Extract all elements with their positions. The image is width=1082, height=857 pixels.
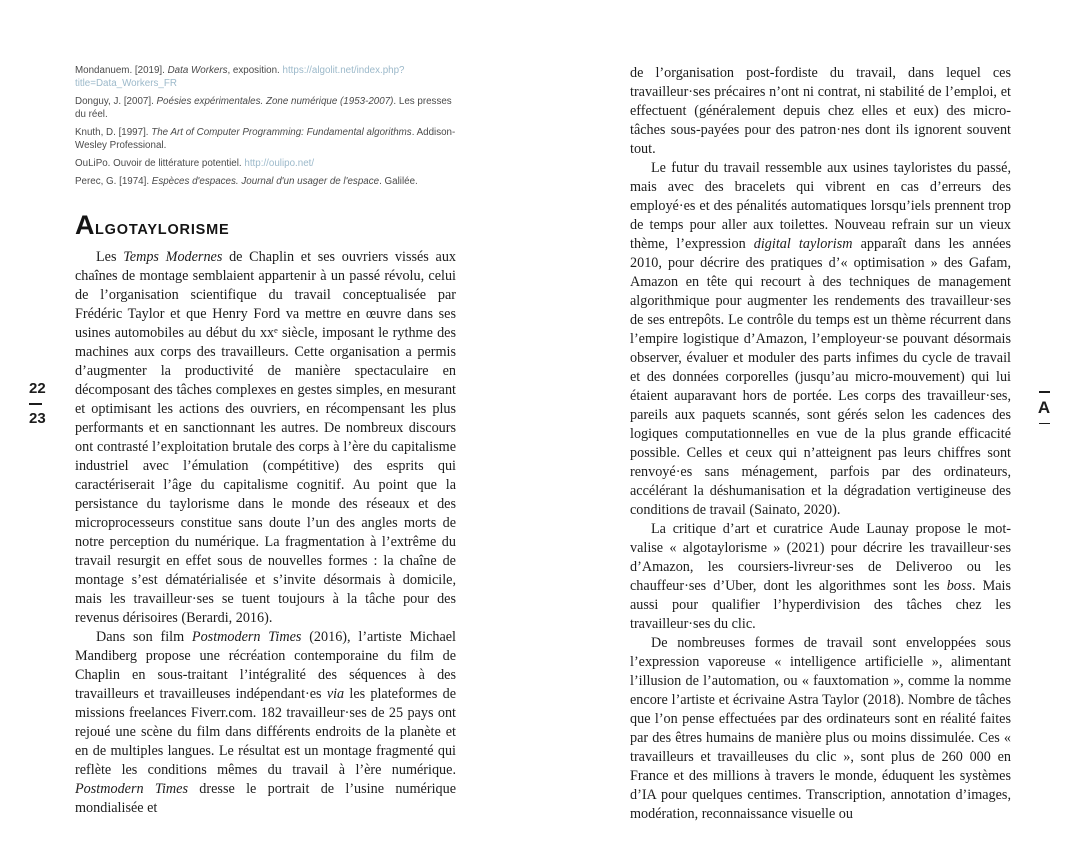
- body-paragraph: De nombreuses formes de travail sont enveloppées sous l’expression vaporeuse « intelligence artificielle », alimentant l’illusion de l’automation, ou « fauxtomation », comme la nomme encore l’artiste et écrivaine Astra Taylor (2018). Nombre de tâches que l’on pense effectuées par des ordinateurs sont en réalité faites par des êtres humains de manière plus ou moins dissimulée. Ces « travailleurs et travailleuses du clic », sont plus de 260 000 en France et des millions à travers le monde, éduquent les systèmes d’IA pour quelques centimes. Transcription, annotation d’images, modération, reconnaissance visuelle ou: [630, 635, 1011, 822]
- hyperlink[interactable]: https://algolit.net/index.php?title=Data_Workers_FR: [75, 65, 405, 89]
- page-number-divider: [29, 403, 42, 405]
- italic-text: boss: [946, 578, 972, 594]
- bibliography-entry: Donguy, J. [2007]. Poésies expérimentales. Zone numérique (1953-2007). Les presses du réel.: [75, 96, 452, 120]
- bibliography-entry: Mondanuem. [2019]. Data Workers, exposition. https://algolit.net/index.php?title=Data_Workers_FR: [75, 65, 405, 89]
- italic-text: Data Workers: [167, 65, 228, 76]
- hyperlink[interactable]: http://oulipo.net/: [244, 158, 315, 169]
- italic-text: Poésies expérimentales. Zone numérique (1953-2007): [156, 96, 394, 107]
- left-page-body: [75, 248, 456, 818]
- page-number-bottom: 23: [29, 410, 46, 427]
- bibliography-entry: OuLiPo. Ouvoir de littérature potentiel. http://oulipo.net/: [75, 158, 315, 169]
- heading-initial-letter: A: [75, 210, 95, 240]
- right-page-column: [630, 64, 1011, 824]
- italic-text: digital taylorism: [753, 236, 853, 252]
- left-page-column: [75, 64, 456, 818]
- body-paragraph: La critique d’art et curatrice Aude Launay propose le mot-valise « algotaylorisme » (2021) pour décrire les travailleur·ses d’Amazon, les coursiers-livreur·ses de Deliveroo ou les chauffeur·ses d’Uber, dont les algorithmes sont les boss. Mais aussi pour qualifier l’hyperdivision des tâches chez les travailleur·ses du clic.: [630, 521, 1012, 632]
- bibliography: [75, 64, 456, 188]
- italic-text: The Art of Computer Programming: Fundamental algorithms: [151, 127, 412, 138]
- body-paragraph: de l’organisation post-fordiste du travail, dans lequel ces travailleur·ses précaires n’ont ni contrat, ni stabilité de l’emploi, et effectuent (généralement depuis chez elles et eux) des micro-tâches sous-payées pour des patron·nes dont ils ignorent souvent tout.: [630, 65, 1011, 157]
- italic-text: via: [326, 686, 345, 702]
- body-paragraph: Le futur du travail ressemble aux usines tayloristes du passé, mais avec des bracelets qui vibrent en cas d’erreurs des employé·es et des pénalités automatiques lorsqu’iels prennent trop de temps pour aller aux toilettes. Nouveau refrain sur un vieux thème, l’expression digital taylorism apparaît dans les années 2010, pour décrire des pratiques d’« optimisation » des Gafam, Amazon en tête qui recourt à des techniques de management algorithmique pour augmenter les rendements des travailleur·ses de ses entrepôts. Le contrôle du temps est un thème récurrent dans l’empire logistique d’Amazon, l’employeur·se pouvant désormais observer, évaluer et moduler des parts infimes du cycle de travail et des données corporelles (jusqu’au micro-mouvement) qui lui étaient auparavant hors de portée. Les corps des travailleur·ses, pareils aux paquets scannés, sont gérés selon les cadences des logiques computationnelles en vue de la plus grande efficacité possible. Celles et ceux qui n’atteignent pas leurs chiffres sont renvoyé·es sans ménagement, parfois par des ordinateurs, accélérant la déshumanisation et la dégradation vertigineuse des conditions de travail (Sainato, 2020).: [630, 160, 1011, 518]
- right-page-body: [630, 64, 1011, 824]
- italic-text: Temps Modernes: [123, 249, 223, 265]
- page-number-top: 22: [29, 380, 46, 397]
- bibliography-entry: Knuth, D. [1997]. The Art of Computer Programming: Fundamental algorithms. Addison-Wesley Professional.: [75, 127, 456, 151]
- italic-text: Postmodern Times: [75, 781, 188, 797]
- body-paragraph: Dans son film Postmodern Times (2016), l’artiste Michael Mandiberg propose une récréation contemporaine du film de Chaplin en sous-traitant l’intégralité des séquences à des travailleurs et travailleuses indépendant·es via les plateformes de missions freelances Fiverr.com. 182 travailleur·ses de 25 pays ont rejoué une scène du film dans différents endroits de la planète et en de multiples langues. Le résultat est un montage fragmenté qui reflète les conditions mêmes du travail à l’ère numérique. Postmodern Times dresse le portrait de l’usine numérique mondialisée et: [75, 629, 456, 816]
- section-heading: [75, 212, 456, 239]
- index-letter: A: [1037, 397, 1051, 417]
- heading-rest: LGOTAYLORISME: [95, 222, 230, 238]
- body-paragraph: Les Temps Modernes de Chaplin et ses ouvriers vissés aux chaînes de montage semblaient appartenir à un passé révolu, celui de l’organisation scientifique du travail conceptualisée par Frédéric Taylor et que Henry Ford va mettre en œuvre dans ses usines automobiles au début du xxᵉ siècle, imposant le rythme des machines aux corps des travailleurs. Cette organisation a permis d’augmenter la productivité de manière spectaculaire en décomposant des tâches complexes en gestes simples, en mesurant et optimisant les actions des ouvriers, en récompensant les plus performants et en sanctionnant les autres. De nombreux discours ont contrasté l’exploitation brutale des corps à l’ère du capitalisme industriel avec l’émulation (compétitive) des esprits qui caractériserait l’âge du capitalisme cognitif. Au point que la persistance du taylorisme dans le monde des réseaux et des microprocesseurs constitue sans doute l’un des angles morts de notre perception du numérique. La fragmentation à l’extrême du travail resurgit en effet sous de nouvelles formes : la chaîne de montage s’est dématérialisée et s’invite désormais à domicile, mais les travailleur·ses se tuent toujours à la tâche pour des revenus dérisoires (Berardi, 2016).: [75, 249, 457, 626]
- page-numbers: [29, 381, 46, 427]
- italic-text: Postmodern Times: [191, 629, 302, 645]
- italic-text: Espèces d'espaces. Journal d'un usager de l'espace: [151, 176, 380, 187]
- alpha-index-marker: [1034, 386, 1054, 429]
- index-marker-rule-bottom: [1039, 423, 1050, 425]
- bibliography-entry: Perec, G. [1974]. Espèces d'espaces. Journal d'un usager de l'espace. Galilée.: [75, 176, 418, 187]
- index-marker-rule-top: [1039, 391, 1050, 393]
